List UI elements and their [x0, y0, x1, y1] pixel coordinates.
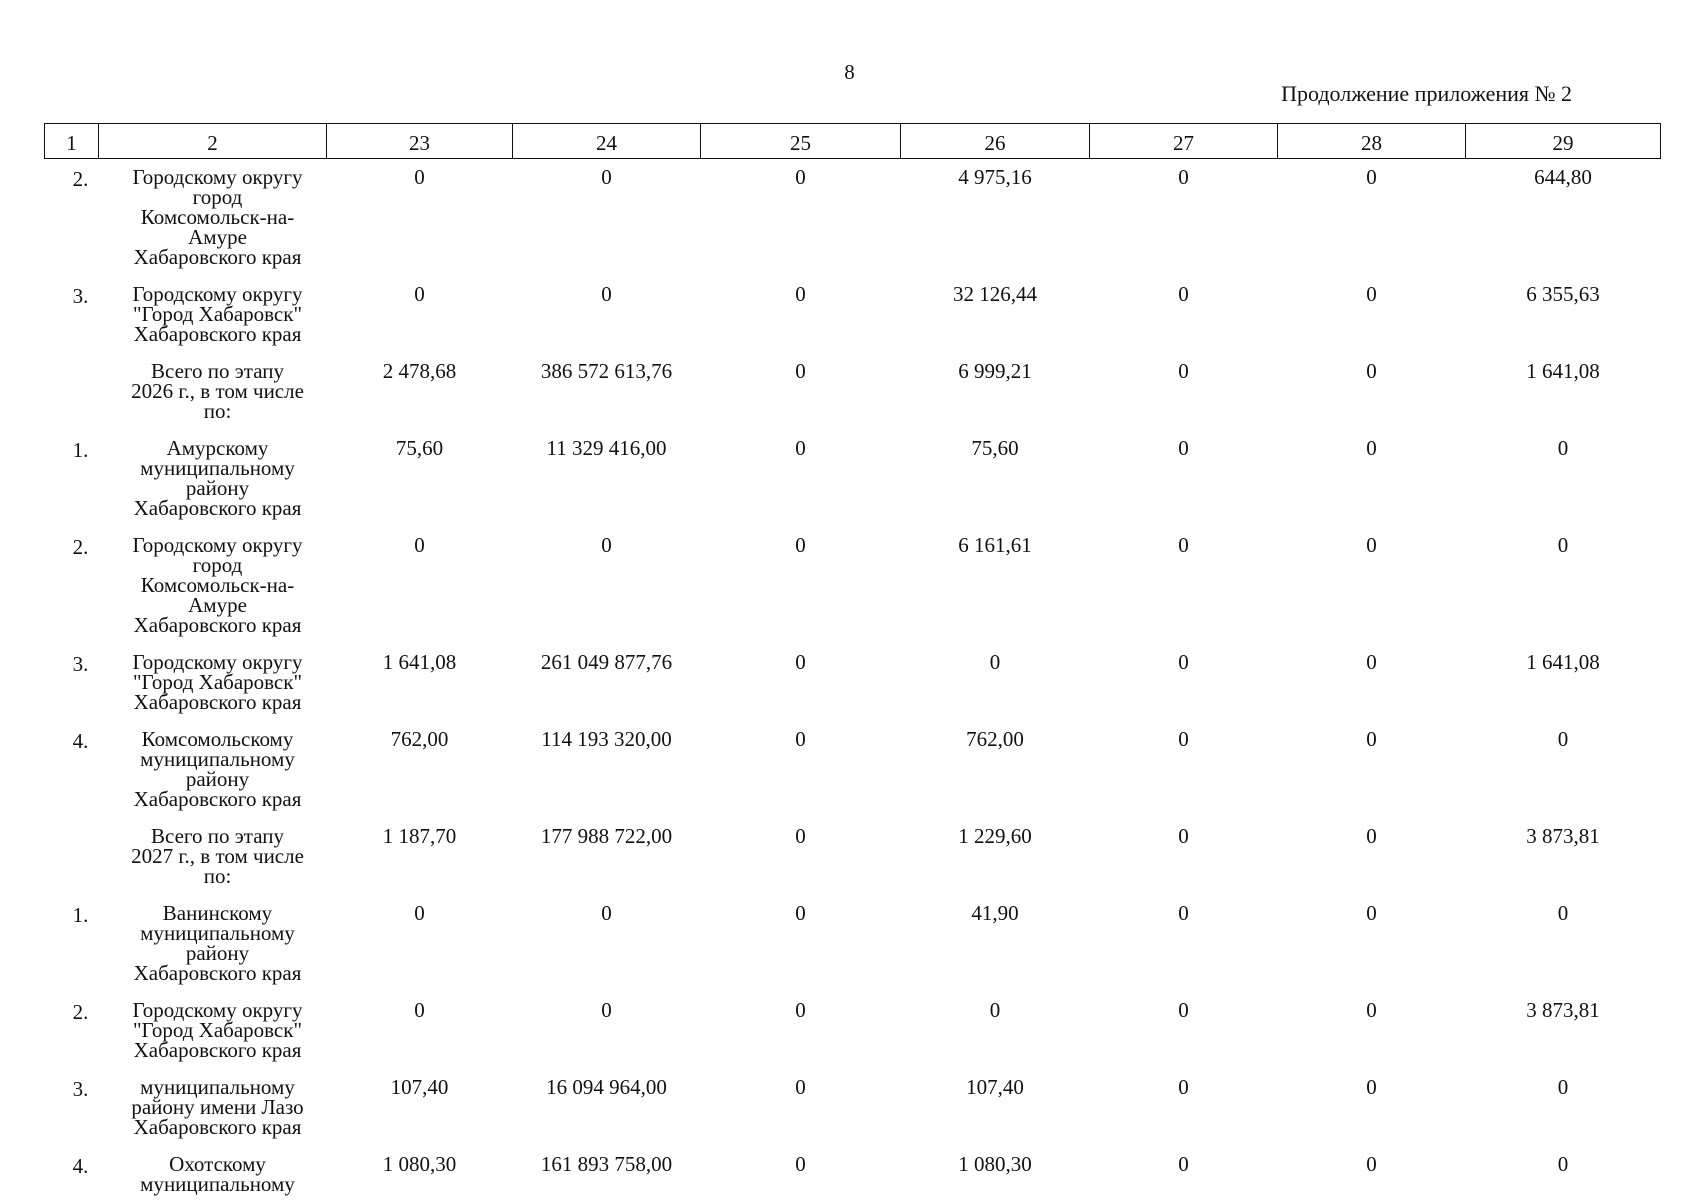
value-cell: 0 [701, 1069, 901, 1146]
column-header: 27 [1090, 124, 1278, 159]
value-cell: 6 161,61 [901, 527, 1090, 644]
table-row [45, 276, 1661, 353]
value-cell: 0 [513, 159, 701, 277]
value-cell: 0 [1278, 644, 1466, 721]
value-cell: 11 329 416,00 [513, 430, 701, 527]
value-cell: 762,00 [327, 721, 513, 818]
value-cell: 41,90 [901, 895, 1090, 992]
recipient-name: Городскому округу "Город Хабаровск" Хабаровского края [99, 992, 327, 1069]
recipient-name: Охотскому муниципальному [99, 1146, 327, 1203]
value-cell: 0 [701, 159, 901, 277]
value-cell: 0 [1466, 1069, 1661, 1146]
value-cell: 0 [1278, 818, 1466, 895]
value-cell: 0 [1278, 430, 1466, 527]
value-cell: 0 [1278, 1146, 1466, 1203]
value-cell: 0 [701, 430, 901, 527]
row-number: 2. [45, 527, 99, 644]
value-cell: 0 [1090, 430, 1278, 527]
value-cell: 0 [1278, 159, 1466, 277]
value-cell: 0 [1278, 353, 1466, 430]
value-cell: 0 [1278, 895, 1466, 992]
value-cell: 0 [1090, 276, 1278, 353]
value-cell: 0 [327, 276, 513, 353]
value-cell: 0 [327, 527, 513, 644]
value-cell: 0 [513, 895, 701, 992]
value-cell: 0 [701, 895, 901, 992]
value-cell: 0 [701, 992, 901, 1069]
column-header: 26 [901, 124, 1090, 159]
row-number: 1. [45, 895, 99, 992]
value-cell: 114 193 320,00 [513, 721, 701, 818]
value-cell: 0 [513, 992, 701, 1069]
value-cell: 0 [701, 1146, 901, 1203]
value-cell: 0 [1466, 430, 1661, 527]
recipient-name: Городскому округу "Город Хабаровск" Хабаровского края [99, 644, 327, 721]
table-row [45, 818, 1661, 895]
row-number: 3. [45, 644, 99, 721]
value-cell: 0 [1466, 721, 1661, 818]
value-cell: 2 478,68 [327, 353, 513, 430]
value-cell: 16 094 964,00 [513, 1069, 701, 1146]
value-cell: 6 999,21 [901, 353, 1090, 430]
value-cell: 4 975,16 [901, 159, 1090, 277]
value-cell: 0 [1090, 992, 1278, 1069]
table-header-row [45, 124, 1661, 159]
value-cell: 0 [1466, 1146, 1661, 1203]
column-header: 24 [513, 124, 701, 159]
value-cell: 1 229,60 [901, 818, 1090, 895]
column-header: 28 [1278, 124, 1466, 159]
row-number: 2. [45, 992, 99, 1069]
table-row [45, 1069, 1661, 1146]
recipient-name: Городскому округу город Комсомольск-на- Амуре Хабаровского края [99, 159, 327, 277]
value-cell: 0 [1090, 1146, 1278, 1203]
row-number: 4. [45, 1146, 99, 1203]
value-cell: 1 187,70 [327, 818, 513, 895]
recipient-name: Всего по этапу 2026 г., в том числе по: [99, 353, 327, 430]
value-cell: 261 049 877,76 [513, 644, 701, 721]
value-cell: 0 [1090, 895, 1278, 992]
value-cell: 1 080,30 [901, 1146, 1090, 1203]
value-cell: 32 126,44 [901, 276, 1090, 353]
value-cell: 0 [1090, 159, 1278, 277]
column-header: 25 [701, 124, 901, 159]
row-number: 3. [45, 276, 99, 353]
value-cell: 0 [701, 353, 901, 430]
table-body [45, 159, 1661, 1203]
value-cell: 0 [1466, 527, 1661, 644]
recipient-name: Городскому округу город Комсомольск-на- Амуре Хабаровского края [99, 527, 327, 644]
value-cell: 1 080,30 [327, 1146, 513, 1203]
value-cell: 0 [513, 276, 701, 353]
table-row [45, 159, 1661, 277]
value-cell: 0 [1278, 1069, 1466, 1146]
column-header: 23 [327, 124, 513, 159]
value-cell: 75,60 [901, 430, 1090, 527]
value-cell: 0 [701, 276, 901, 353]
value-cell: 0 [1090, 818, 1278, 895]
value-cell: 0 [701, 644, 901, 721]
value-cell: 0 [701, 721, 901, 818]
value-cell: 0 [701, 818, 901, 895]
value-cell: 0 [1090, 527, 1278, 644]
value-cell: 0 [1090, 353, 1278, 430]
value-cell: 1 641,08 [327, 644, 513, 721]
value-cell: 177 988 722,00 [513, 818, 701, 895]
value-cell: 0 [513, 527, 701, 644]
column-header: 29 [1466, 124, 1661, 159]
recipient-name: муниципальному району имени Лазо Хабаровского края [99, 1069, 327, 1146]
column-header: 2 [99, 124, 327, 159]
recipient-name: Всего по этапу 2027 г., в том числе по: [99, 818, 327, 895]
value-cell: 0 [327, 992, 513, 1069]
row-number: 2. [45, 159, 99, 277]
value-cell: 1 641,08 [1466, 353, 1661, 430]
value-cell: 0 [1278, 527, 1466, 644]
recipient-name: Амурскому муниципальному району Хабаровского края [99, 430, 327, 527]
value-cell: 161 893 758,00 [513, 1146, 701, 1203]
value-cell: 75,60 [327, 430, 513, 527]
value-cell: 0 [1090, 721, 1278, 818]
value-cell: 6 355,63 [1466, 276, 1661, 353]
table-row [45, 644, 1661, 721]
value-cell: 644,80 [1466, 159, 1661, 277]
row-number: 1. [45, 430, 99, 527]
recipient-name: Ванинскому муниципальному району Хабаровского края [99, 895, 327, 992]
column-header: 1 [45, 124, 99, 159]
appendix-note: Продолжение приложения № 2 [1281, 81, 1572, 107]
data-table [44, 123, 1661, 1203]
recipient-name: Городскому округу "Город Хабаровск" Хабаровского края [99, 276, 327, 353]
value-cell: 107,40 [901, 1069, 1090, 1146]
value-cell: 1 641,08 [1466, 644, 1661, 721]
table-row [45, 353, 1661, 430]
value-cell: 0 [1466, 895, 1661, 992]
value-cell: 386 572 613,76 [513, 353, 701, 430]
value-cell: 0 [1278, 276, 1466, 353]
table-row [45, 527, 1661, 644]
value-cell: 0 [1278, 992, 1466, 1069]
value-cell: 0 [701, 527, 901, 644]
value-cell: 0 [1090, 644, 1278, 721]
value-cell: 0 [327, 159, 513, 277]
recipient-name: Комсомольскому муниципальному району Хабаровского края [99, 721, 327, 818]
row-number: 4. [45, 721, 99, 818]
table-row [45, 430, 1661, 527]
value-cell: 0 [1278, 721, 1466, 818]
page-number: 8 [0, 60, 1699, 85]
value-cell: 3 873,81 [1466, 818, 1661, 895]
value-cell: 107,40 [327, 1069, 513, 1146]
value-cell: 762,00 [901, 721, 1090, 818]
value-cell: 0 [327, 895, 513, 992]
row-number: 3. [45, 1069, 99, 1146]
row-number [45, 353, 99, 430]
table-row [45, 721, 1661, 818]
table-row [45, 1146, 1661, 1203]
value-cell: 0 [901, 644, 1090, 721]
value-cell: 0 [901, 992, 1090, 1069]
row-number [45, 818, 99, 895]
value-cell: 0 [1090, 1069, 1278, 1146]
value-cell: 3 873,81 [1466, 992, 1661, 1069]
table-row [45, 895, 1661, 992]
table-row [45, 992, 1661, 1069]
